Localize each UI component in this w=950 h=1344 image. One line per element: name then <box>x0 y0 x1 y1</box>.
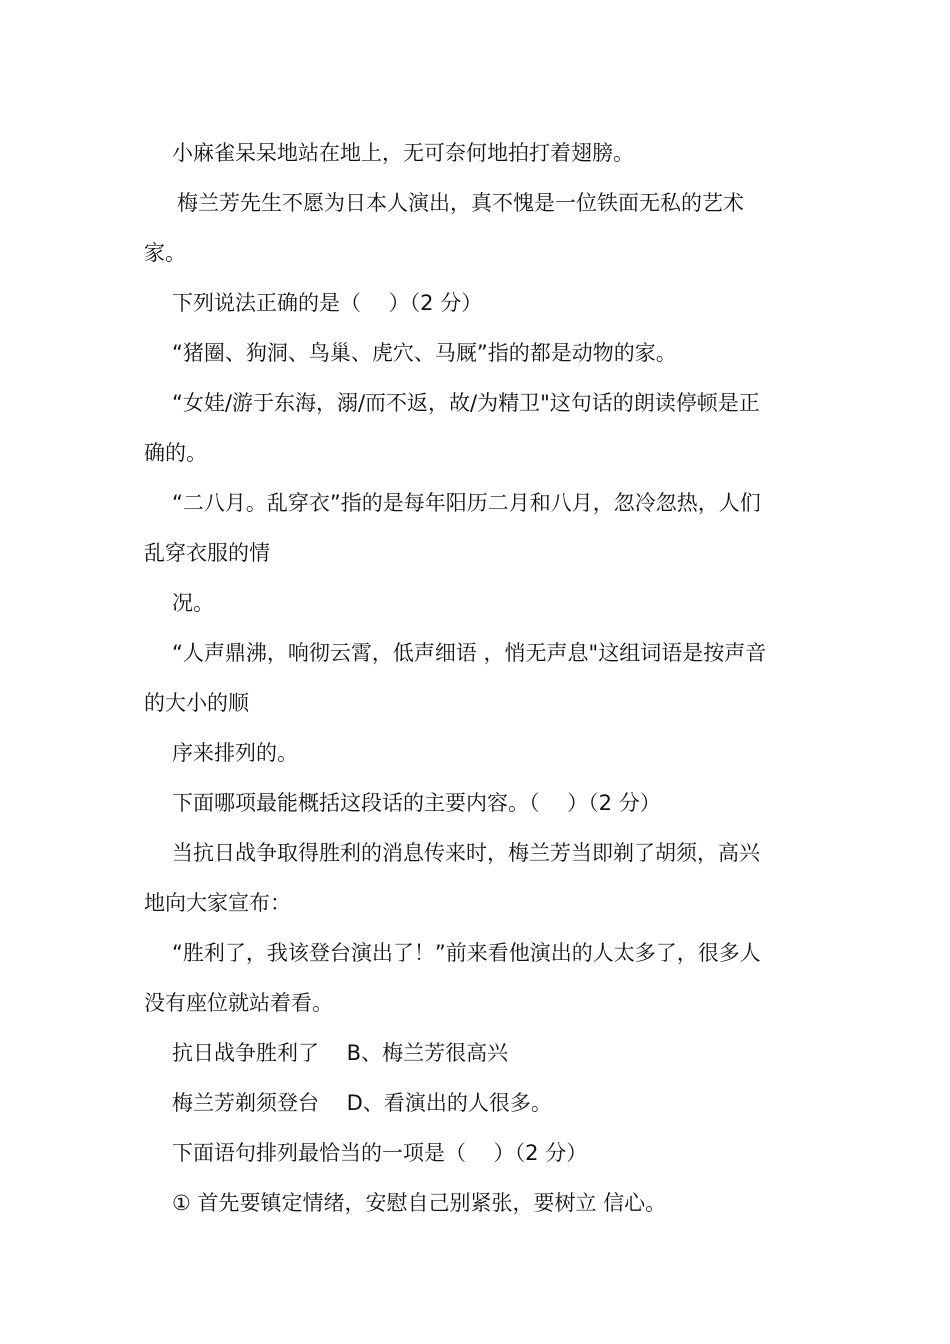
text-line: 地向大家宣布： <box>144 891 291 915</box>
question-line: 下列说法正确的是（ ）（2 分） <box>172 291 483 315</box>
text-line: 小麻雀呆呆地站在地上，无可奈何地拍打着翅膀。 <box>172 141 634 165</box>
option-line: 梅兰芳剃须登台 D、看演出的人很多。 <box>172 1091 552 1115</box>
text-line: “二八月。乱穿衣”指的是每年阳历二月和八月，忽冷忽热，人们 <box>172 491 761 515</box>
text-line: “胜利了，我该登台演出了！”前来看他演出的人太多了，很多人 <box>172 941 761 965</box>
text-line: 梅兰芳先生不愿为日本人演出，真不愧是一位铁面无私的艺术 <box>177 191 744 215</box>
question-line: 下面哪项最能概括这段话的主要内容。（ ）（2 分） <box>172 791 661 815</box>
text-line: 的大小的顺 <box>144 691 249 715</box>
text-line: 确的。 <box>144 441 207 465</box>
text-line: ① 首先要镇定情绪，安慰自己别紧张，要树立 信心。 <box>172 1191 667 1215</box>
text-line: 当抗日战争取得胜利的消息传来时，梅兰芳当即剃了胡须，高兴 <box>172 841 760 865</box>
text-line: 序来排列的。 <box>172 741 298 765</box>
text-line: “猪圈、狗洞、鸟巢、虎穴、马厩”指的都是动物的家。 <box>172 341 677 365</box>
text-line: 况。 <box>172 591 214 615</box>
text-line: 家。 <box>144 241 186 265</box>
text-line: 没有座位就站着看。 <box>144 991 333 1015</box>
text-line: 乱穿衣服的情 <box>144 541 270 565</box>
text-line: “女娃/游于东海，溺/而不返，故/为精卫"这句话的朗读停顿是正 <box>172 391 760 415</box>
option-line: 抗日战争胜利了 B、梅兰芳很高兴 <box>172 1041 509 1065</box>
question-line: 下面语句排列最恰当的一项是（ ）（2 分） <box>172 1141 588 1165</box>
text-line: “人声鼎沸，响彻云霄，低声细语 ，悄无声息"这组词语是按声音 <box>172 641 767 665</box>
document-page <box>144 128 808 1228</box>
